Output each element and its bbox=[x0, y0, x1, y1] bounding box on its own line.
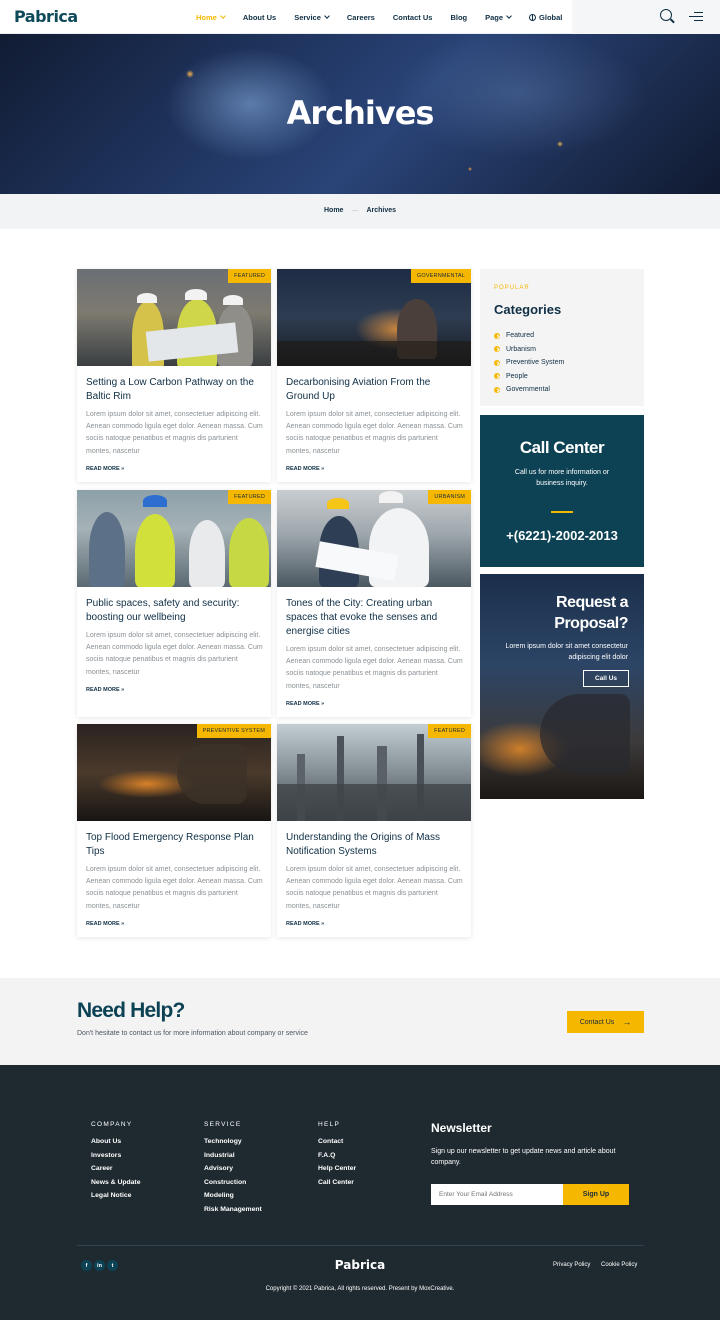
copyright-text: Copyright © 2021 Pabrica, All rights reserved. Present by MoxCreative. bbox=[265, 1286, 455, 1292]
footer-divider bbox=[77, 1245, 644, 1246]
footer-heading: COMPANY bbox=[91, 1121, 133, 1128]
post-image[interactable] bbox=[77, 490, 271, 587]
chevron-down-icon bbox=[506, 13, 512, 19]
nav-service-label: Service bbox=[294, 12, 321, 22]
help-section bbox=[0, 978, 720, 1065]
post-title[interactable]: Top Flood Emergency Response Plan Tips bbox=[86, 832, 254, 857]
nav-careers[interactable] bbox=[347, 13, 375, 22]
footer-link[interactable]: Industrial bbox=[204, 1151, 235, 1159]
nav-home-label: Home bbox=[196, 12, 217, 22]
category-item[interactable] bbox=[494, 383, 564, 397]
footer-link[interactable]: Call Center bbox=[318, 1178, 354, 1186]
nav-careers-label: Careers bbox=[346, 12, 375, 22]
post-tag[interactable]: URBANISM bbox=[428, 490, 471, 504]
post-tag[interactable]: FEATURED bbox=[228, 269, 271, 283]
footer-column-service bbox=[204, 1121, 262, 1219]
read-more-link[interactable]: READ MORE » bbox=[286, 466, 325, 472]
chevron-right-icon bbox=[494, 333, 500, 339]
nav-blog[interactable] bbox=[450, 13, 467, 22]
nav-contact[interactable] bbox=[393, 13, 433, 22]
post-title[interactable]: Setting a Low Carbon Pathway on the Baltic Rim bbox=[86, 377, 254, 402]
footer-link[interactable]: Career bbox=[91, 1165, 113, 1172]
help-text: Don't hesitate to contact us for more information about company or service bbox=[77, 1030, 308, 1037]
chevron-right-icon bbox=[494, 346, 500, 352]
breadcrumb-separator: — bbox=[351, 207, 359, 214]
category-item[interactable] bbox=[494, 356, 564, 370]
person-figure bbox=[89, 512, 125, 587]
category-label: Preventive System bbox=[506, 359, 565, 367]
post-title[interactable]: Public spaces, safety and security: boosting our wellbeing bbox=[86, 598, 240, 623]
hard-hat bbox=[185, 289, 207, 300]
linkedin-icon[interactable]: in bbox=[94, 1260, 105, 1271]
footer-heading: HELP bbox=[318, 1121, 341, 1128]
post-excerpt: Lorem ipsum dolor sit amet, consectetuer adipiscing elit. Aenean commodo ligula eget dolor. Aenean massa. Cum sociis natoque penatibus et magnis dis parturient montes, nascetur bbox=[286, 411, 463, 455]
post-title[interactable]: Tones of the City: Creating urban spaces that evoke the senses and energise cities bbox=[286, 598, 438, 637]
post-card[interactable] bbox=[277, 269, 471, 482]
category-item[interactable] bbox=[494, 343, 564, 357]
chevron-down-icon bbox=[324, 13, 330, 19]
post-card[interactable] bbox=[277, 490, 471, 717]
call-center-text: Call us for more information or business inquiry. bbox=[514, 469, 610, 487]
post-image[interactable] bbox=[277, 490, 471, 587]
category-label: Featured bbox=[506, 332, 535, 340]
post-excerpt: Lorem ipsum dolor sit amet, consectetuer adipiscing elit. Aenean commodo ligula eget dolor. Aenean massa. Cum sociis natoque penatibus et magnis dis parturient montes, nascetur bbox=[86, 632, 263, 676]
call-center-phone[interactable]: +(6221)-2002-2013 bbox=[506, 528, 618, 543]
cookie-policy-link[interactable]: Cookie Policy bbox=[601, 1262, 638, 1268]
hero-banner bbox=[0, 34, 720, 194]
workbench bbox=[277, 341, 471, 366]
person-figure bbox=[189, 520, 225, 587]
footer-link[interactable]: Legal Notice bbox=[91, 1192, 132, 1199]
nav-service[interactable] bbox=[294, 13, 329, 22]
contact-us-label: Contact Us bbox=[579, 1018, 615, 1026]
nav-about-label: About Us bbox=[242, 12, 277, 22]
post-card[interactable] bbox=[77, 724, 271, 937]
post-card[interactable] bbox=[77, 490, 271, 717]
machine-part bbox=[177, 744, 247, 804]
main-nav bbox=[196, 0, 580, 34]
post-excerpt: Lorem ipsum dolor sit amet, consectetuer adipiscing elit. Aenean commodo ligula eget dolor. Aenean massa. Cum sociis natoque penatibus et magnis dis parturient montes, nascetur bbox=[286, 646, 463, 690]
post-image[interactable] bbox=[277, 724, 471, 821]
machine-part bbox=[540, 694, 630, 774]
breadcrumb-current: Archives bbox=[366, 207, 397, 214]
facebook-icon[interactable]: f bbox=[81, 1260, 92, 1271]
read-more-link[interactable]: READ MORE » bbox=[286, 701, 325, 707]
chevron-right-icon bbox=[494, 387, 500, 393]
categories-title: Categories bbox=[494, 302, 562, 317]
worker-figure bbox=[135, 514, 175, 587]
hard-hat bbox=[137, 293, 157, 303]
nav-contact-label: Contact Us bbox=[392, 12, 433, 22]
nav-page-label: Page bbox=[485, 12, 504, 22]
category-item[interactable] bbox=[494, 329, 564, 343]
read-more-link[interactable]: READ MORE » bbox=[86, 466, 125, 472]
post-tag[interactable]: PREVENTIVE SYSTEM bbox=[197, 724, 271, 738]
read-more-link[interactable]: READ MORE » bbox=[86, 687, 125, 693]
call-us-button[interactable]: Call Us bbox=[583, 670, 629, 687]
hard-hat bbox=[143, 495, 167, 507]
nav-blog-label: Blog bbox=[450, 12, 468, 22]
plant-structure bbox=[277, 784, 471, 821]
nav-home[interactable] bbox=[196, 13, 225, 22]
search-icon[interactable] bbox=[660, 9, 672, 21]
chevron-right-icon bbox=[494, 360, 500, 366]
post-tag[interactable]: GOVERNMENTAL bbox=[411, 269, 471, 283]
breadcrumb-home[interactable]: Home bbox=[323, 207, 344, 214]
category-item[interactable] bbox=[494, 370, 564, 384]
hard-hat bbox=[379, 491, 403, 503]
breadcrumb-bar bbox=[0, 194, 720, 229]
nav-global[interactable] bbox=[529, 13, 562, 22]
globe-icon bbox=[529, 14, 536, 21]
footer-link[interactable]: Modeling bbox=[204, 1192, 234, 1199]
post-tag[interactable]: FEATURED bbox=[428, 724, 471, 738]
post-excerpt: Lorem ipsum dolor sit amet, consectetuer adipiscing elit. Aenean commodo ligula eget dolor. Aenean massa. Cum sociis natoque penatibus et magnis dis parturient montes, nascetur bbox=[286, 866, 463, 910]
category-label: People bbox=[506, 372, 528, 380]
categories-widget bbox=[480, 269, 644, 406]
divider bbox=[551, 511, 573, 513]
post-card[interactable] bbox=[277, 724, 471, 937]
read-more-link[interactable]: READ MORE » bbox=[86, 921, 125, 927]
post-excerpt: Lorem ipsum dolor sit amet, consectetuer adipiscing elit. Aenean commodo ligula eget dolor. Aenean massa. Cum sociis natoque penatibus et magnis dis parturient montes, nascetur bbox=[86, 866, 263, 910]
footer-link[interactable]: Construction bbox=[204, 1178, 247, 1186]
footer-logo[interactable]: Pabrica bbox=[334, 1258, 386, 1272]
post-image[interactable] bbox=[77, 724, 271, 821]
category-label: Urbanism bbox=[506, 345, 536, 353]
sign-up-button[interactable]: Sign Up bbox=[563, 1184, 629, 1205]
footer-link[interactable]: Risk Management bbox=[204, 1205, 262, 1213]
post-image[interactable] bbox=[77, 269, 271, 366]
proposal-text: Lorem ipsum dolor sit amet consectetur adipiscing elit dolor bbox=[505, 643, 628, 661]
proposal-widget bbox=[480, 574, 644, 799]
contact-us-button[interactable] bbox=[567, 1011, 644, 1033]
hard-hat bbox=[223, 295, 243, 305]
footer-link[interactable]: Technology bbox=[204, 1138, 242, 1145]
call-center-widget bbox=[480, 415, 644, 567]
newsletter-title: Newsletter bbox=[431, 1121, 492, 1135]
post-card[interactable] bbox=[77, 269, 271, 482]
post-excerpt: Lorem ipsum dolor sit amet, consectetuer adipiscing elit. Aenean commodo ligula eget dolor. Aenean massa. Cum sociis natoque penatibus et magnis dis parturient montes, nascetur bbox=[86, 411, 263, 455]
twitter-icon[interactable]: t bbox=[107, 1260, 118, 1271]
read-more-link[interactable]: READ MORE » bbox=[286, 921, 325, 927]
footer-link[interactable]: News & Update bbox=[91, 1178, 141, 1186]
nav-page[interactable] bbox=[485, 13, 511, 22]
hard-hat bbox=[327, 498, 349, 509]
categories-kicker: POPULAR bbox=[494, 285, 530, 291]
footer-link[interactable]: About Us bbox=[91, 1138, 122, 1145]
call-center-title: Call Center bbox=[519, 438, 605, 457]
footer-column-help bbox=[318, 1121, 356, 1192]
post-tag[interactable]: FEATURED bbox=[228, 490, 271, 504]
post-title[interactable]: Decarbonising Aviation From the Ground Up bbox=[286, 377, 431, 402]
site-footer bbox=[0, 1065, 720, 1320]
nav-global-label: Global bbox=[539, 12, 563, 22]
post-title[interactable]: Understanding the Origins of Mass Notification Systems bbox=[286, 832, 440, 857]
worker-figure bbox=[229, 518, 269, 587]
post-image[interactable] bbox=[277, 269, 471, 366]
footer-link[interactable]: Investors bbox=[91, 1151, 122, 1159]
category-label: Governmental bbox=[506, 386, 550, 394]
newsletter-text: Sign up our newsletter to get update news and article about company. bbox=[431, 1148, 616, 1166]
footer-heading: SERVICE bbox=[204, 1121, 242, 1128]
site-header bbox=[0, 0, 720, 34]
chevron-right-icon bbox=[494, 373, 500, 379]
nav-about[interactable] bbox=[243, 13, 276, 22]
privacy-policy-link[interactable]: Privacy Policy bbox=[553, 1262, 591, 1268]
proposal-title: Request a Proposal? bbox=[554, 594, 628, 632]
footer-column-company bbox=[91, 1121, 140, 1206]
chevron-down-icon bbox=[220, 13, 226, 19]
newsletter-email-input[interactable] bbox=[431, 1184, 563, 1205]
breadcrumb bbox=[0, 207, 720, 214]
site-logo[interactable]: Pabrica bbox=[14, 7, 78, 26]
footer-link[interactable]: Advisory bbox=[204, 1165, 234, 1172]
arrow-right-icon: → bbox=[622, 1017, 632, 1027]
menu-icon[interactable] bbox=[689, 12, 703, 22]
footer-link[interactable]: Help Center bbox=[318, 1165, 357, 1172]
categories-list bbox=[494, 329, 564, 397]
help-title: Need Help? bbox=[77, 999, 185, 1022]
footer-link[interactable]: F.A.Q bbox=[318, 1151, 336, 1159]
footer-link[interactable]: Contact bbox=[318, 1138, 344, 1145]
page-title: Archives bbox=[286, 94, 434, 132]
header-actions bbox=[572, 0, 720, 34]
